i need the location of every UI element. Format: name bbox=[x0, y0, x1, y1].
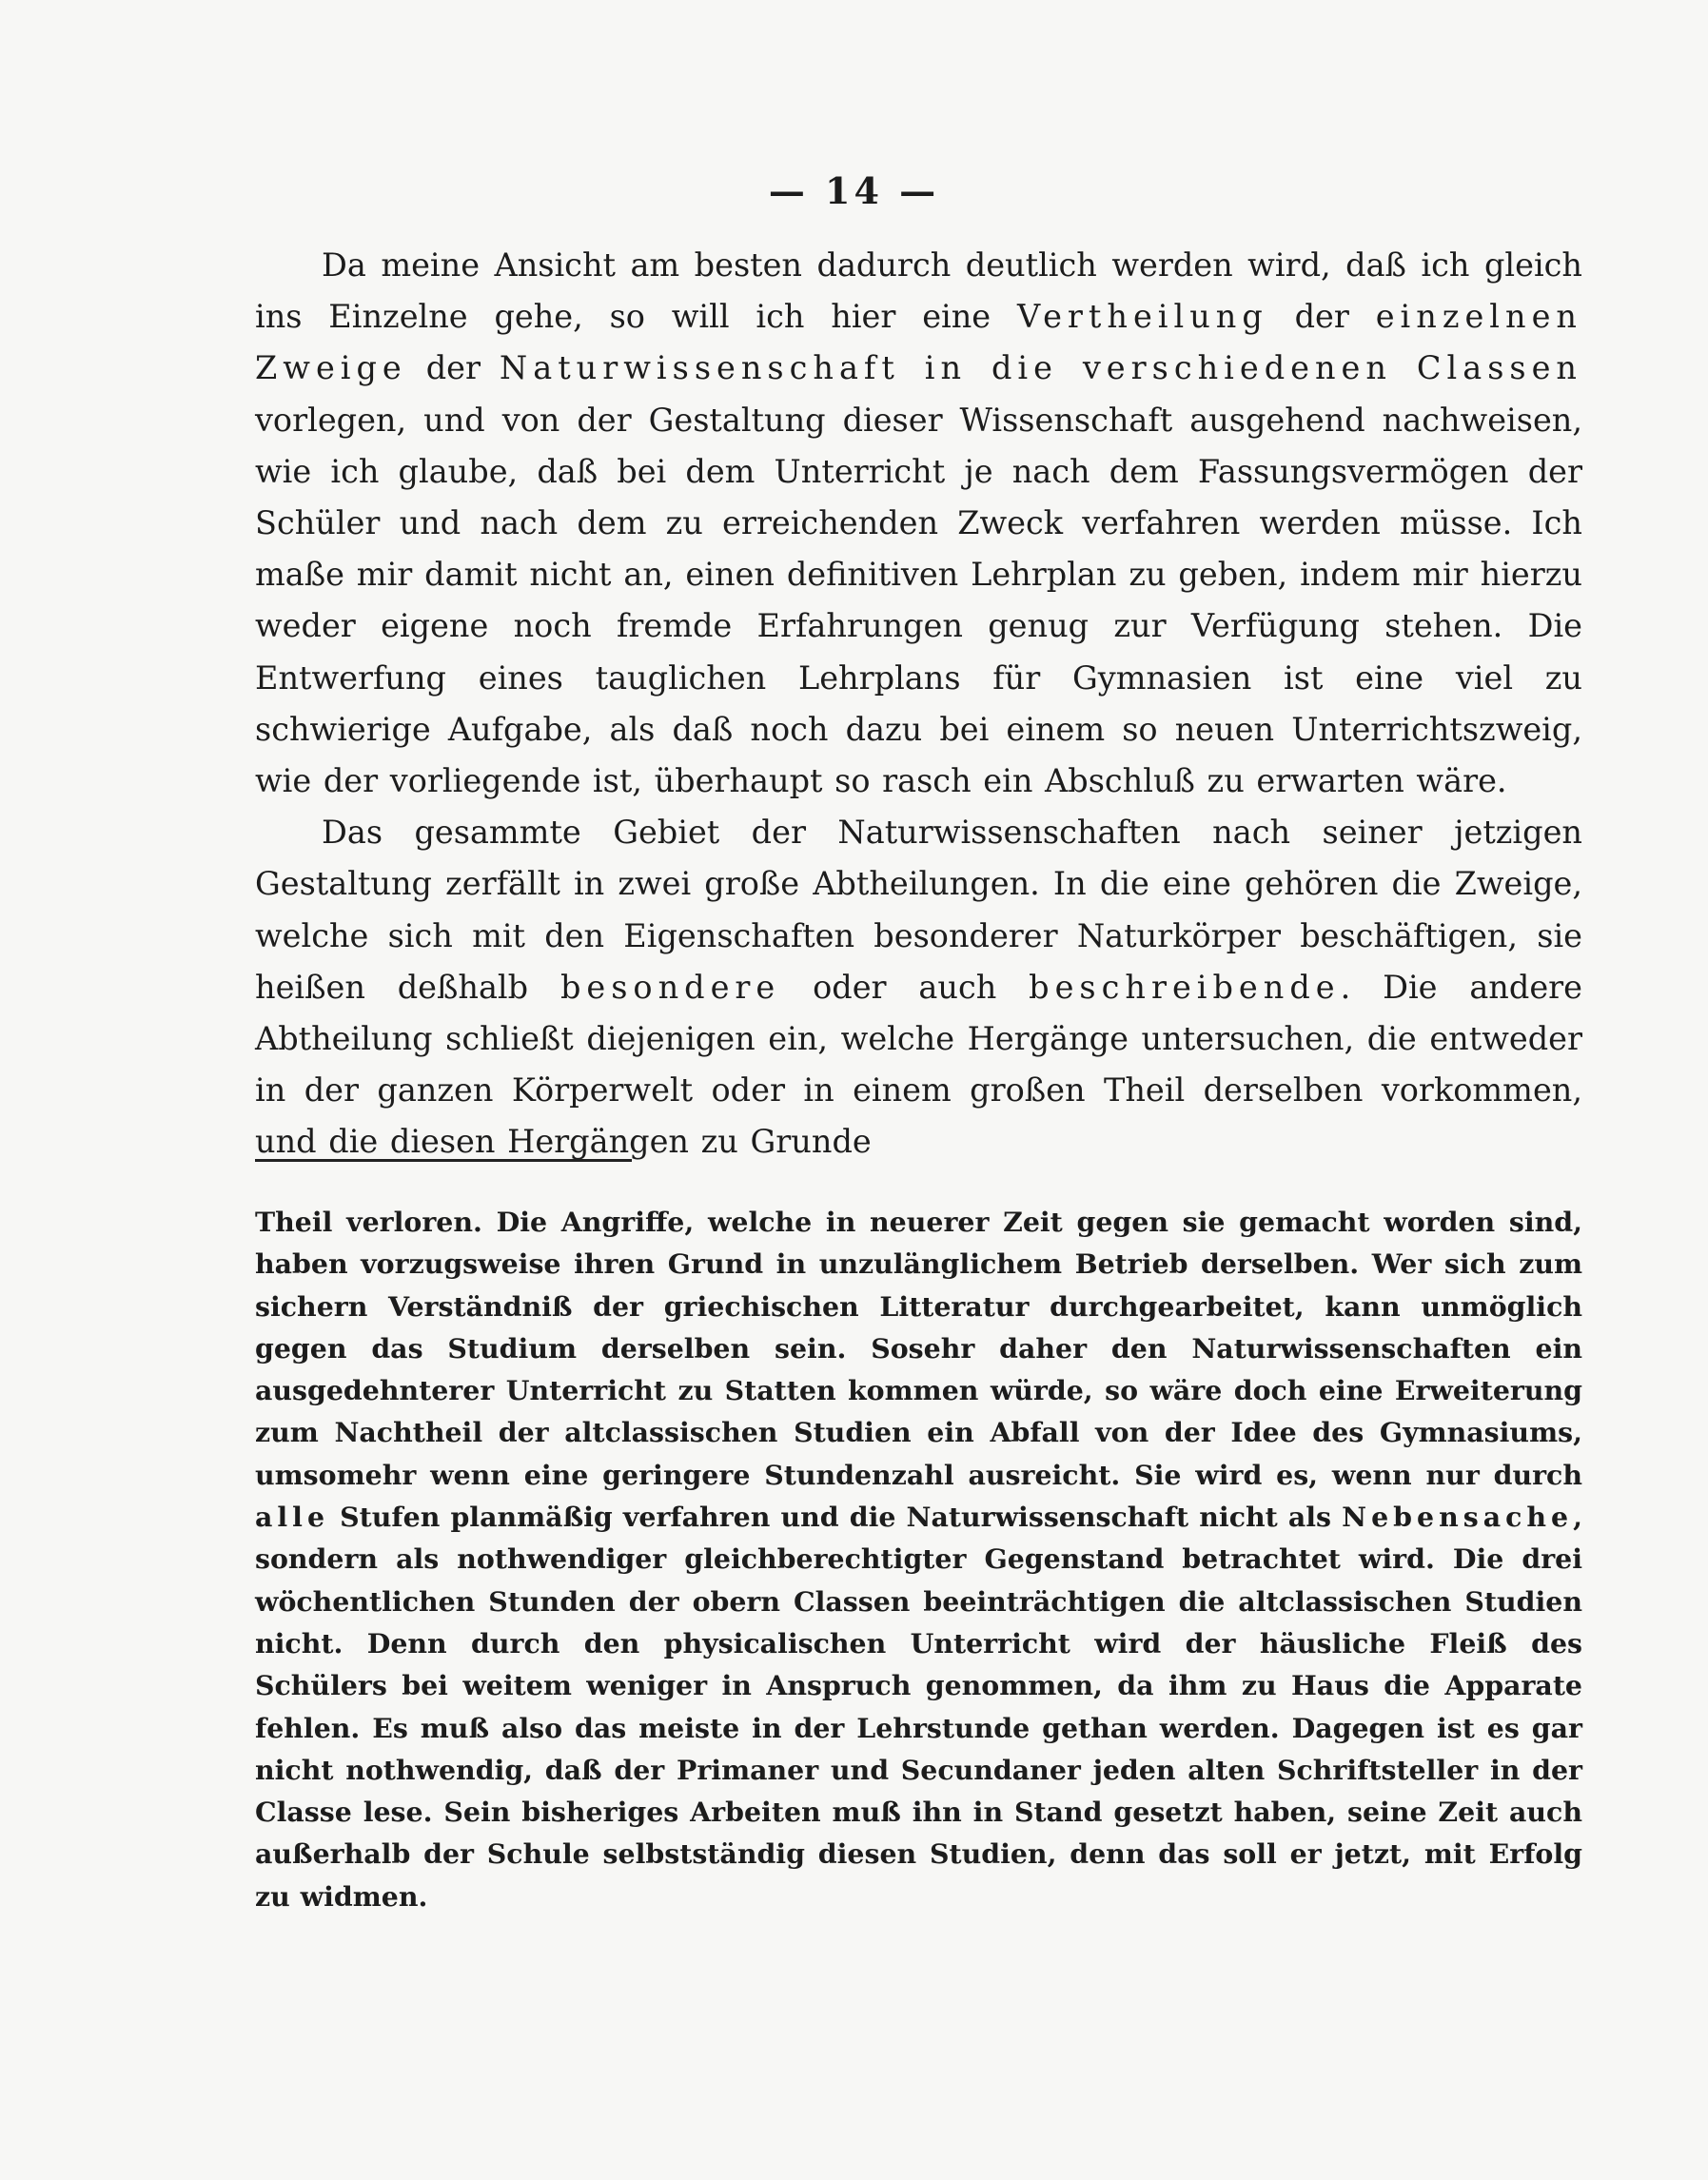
footnote-emphasis-1: alle bbox=[255, 1501, 330, 1534]
paragraph-2-text-2: oder auch bbox=[780, 968, 1030, 1006]
footnote-text-2: Stufen planmäßig verfahren und die Naturwissenschaft nicht als bbox=[329, 1501, 1343, 1534]
paragraph-1-text-3: der bbox=[406, 349, 500, 387]
footnote-text-3: , sondern als nothwendiger gleichberechtigter Gegenstand betrachtet wird. Die drei wöchentlichen Stunden der obern Classen beeinträchtigen die altclassischen Studien nicht. Denn durch den physicalischen Unterricht wird der häusliche Fleiß des Schülers bei weitem weniger in Anspruch genommen, da ihm zu Haus die Apparate fehlen. Es muß also das meiste in der Lehrstunde gethan werden. Dagegen ist es gar nicht nothwendig, daß der Primaner und Secundaner jeden alten Schriftsteller in der Classe lese. Sein bisheriges Arbeiten muß ihn in Stand gesetzt haben, seine Zeit auch außerhalb der Schule selbstständig diesen Studien, denn das soll er jetzt, mit Erfolg zu widmen. bbox=[255, 1501, 1582, 1913]
page-number: — 14 — bbox=[768, 169, 940, 212]
footnote-emphasis-2: Nebensache bbox=[1342, 1501, 1574, 1534]
paragraph-2-emphasis-1: besondere bbox=[560, 968, 781, 1006]
footnote-divider bbox=[255, 1159, 632, 1162]
paragraph-1 bbox=[255, 240, 1582, 807]
paragraph-1-text-1: Da meine Ansicht am besten dadurch deutlich werden wird, daß ich gleich ins Einzelne gehe, so will ich hier eine bbox=[255, 246, 1582, 336]
footnote bbox=[255, 1201, 1582, 1917]
paragraph-1-text-4: vorlegen, und von der Gestaltung dieser Wissenschaft ausgehend nachweisen, wie ich glaube, daß bei dem Unterricht je nach dem Fassungsvermögen der Schüler und nach dem zu erreichenden Zweck verfahren werden müsse. Ich maße mir damit nicht an, einen definitiven Lehrplan zu geben, indem mir hierzu weder eigene noch fremde Erfahrungen genug zur Verfügung stehen. Die Entwerfung eines tauglichen Lehrplans für Gymnasien ist eine viel zu schwierige Aufgabe, als daß noch dazu bei einem so neuen Unterrichtszweig, wie der vorliegende ist, überhaupt so rasch ein Abschluß zu erwarten wäre. bbox=[255, 401, 1582, 800]
paragraph-1-emphasis-3: Naturwissenschaft in die verschiedenen Classen bbox=[499, 349, 1582, 387]
paragraph-2-text-3: . Die andere Abtheilung schließt diejenigen ein, welche Hergänge untersuchen, die entweder in der ganzen Körperwelt oder in einem großen Theil derselben vorkommen, und die diesen Hergängen zu Grunde bbox=[255, 968, 1582, 1161]
paragraph-2-text-1: Das gesammte Gebiet der Naturwissenschaften nach seiner jetzigen Gestaltung zerfällt in zwei große Abtheilungen. In die eine gehören die Zweige, welche sich mit den Eigenschaften besonderer Naturkörper beschäftigen, sie heißen deßhalb bbox=[255, 814, 1582, 1006]
footnote-paragraph bbox=[255, 1201, 1582, 1917]
paragraph-2 bbox=[255, 807, 1582, 1168]
footnote-text-1: Theil verloren. Die Angriffe, welche in neuerer Zeit gegen sie gemacht worden sind, haben vorzugsweise ihren Grund in unzulänglichem Betrieb derselben. Wer sich zum sichern Verständniß der griechischen Litteratur durchgearbeitet, kann unmöglich gegen das Studium derselben sein. Sosehr daher den Naturwissenschaften ein ausgedehnterer Unterricht zu Statten kommen würde, so wäre doch eine Erweiterung zum Nachtheil der altclassischen Studien ein Abfall von der Idee des Gymnasiums, umsomehr wenn eine geringere Stundenzahl ausreicht. Sie wird es, wenn nur durch bbox=[255, 1206, 1582, 1491]
main-text bbox=[255, 240, 1582, 1169]
paragraph-1-emphasis-1: Vertheilung bbox=[1016, 298, 1268, 336]
paragraph-2-emphasis-2: beschreibende bbox=[1029, 968, 1341, 1006]
paragraph-1-text-2: der bbox=[1267, 298, 1376, 336]
paragraph-1-emphasis-2: einzelnen Zweige bbox=[255, 298, 1582, 387]
